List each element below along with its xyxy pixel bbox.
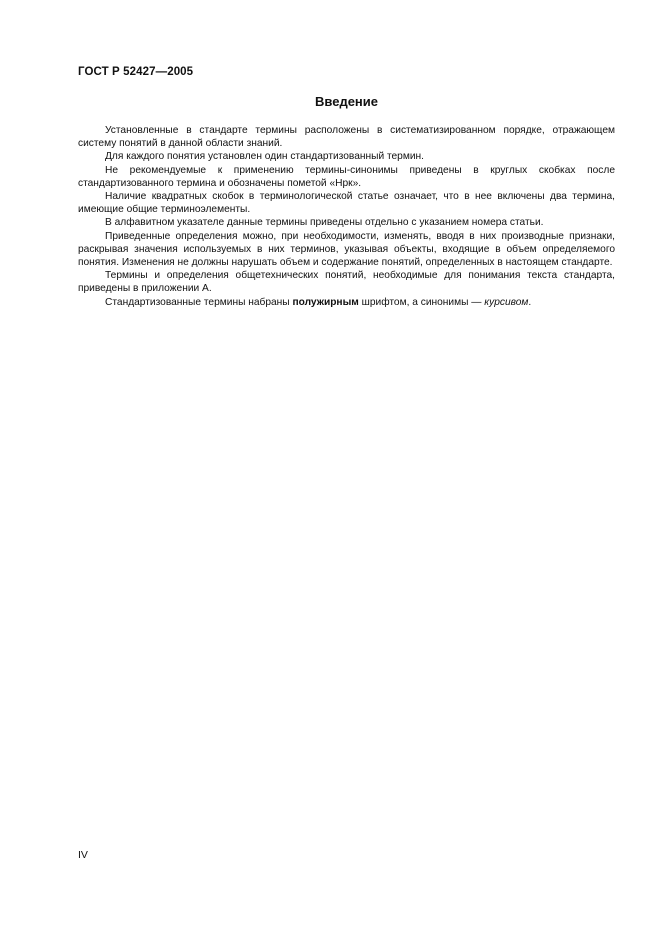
text-run: шрифтом, а синонимы — xyxy=(358,296,485,308)
paragraph: Установленные в стандарте термины расположены в систематизированном порядке, отражающем систему понятий в данной области знаний. xyxy=(78,125,615,150)
paragraph: Термины и определения общетехнических понятий, необходимые для понимания текста стандарта, приведены в приложении А. xyxy=(78,270,615,295)
page-number: IV xyxy=(78,849,88,861)
paragraph: Не рекомендуемые к применению термины-синонимы приведены в круглых скобках после стандартизованного термина и обозначены пометой «Нрк». xyxy=(78,164,615,189)
text-run: Стандартизованные термины набраны xyxy=(105,296,293,308)
paragraph: Наличие квадратных скобок в терминологической статье означает, что в нее включены два термина, имеющие общие терминоэлементы. xyxy=(78,191,615,216)
section-title: Введение xyxy=(315,94,378,109)
introduction-body xyxy=(78,124,615,309)
paragraph-typography xyxy=(78,296,615,309)
paragraph: В алфавитном указателе данные термины приведены отдельно с указанием номера статьи. xyxy=(105,217,544,229)
paragraph: Приведенные определения можно, при необходимости, изменять, вводя в них производные признаки, раскрывая значения используемых в них терминов, указывая объекты, входящие в объем определяемого понятия. Изменения не должны нарушать объем и содержание понятий, определенных в настоящем стандарте. xyxy=(78,230,615,269)
bold-word: полужирным xyxy=(292,296,359,308)
italic-word: курсивом xyxy=(484,296,529,308)
document-code-header: ГОСТ Р 52427—2005 xyxy=(78,66,194,78)
text-run: . xyxy=(528,296,532,308)
paragraph: Для каждого понятия установлен один стандартизованный термин. xyxy=(105,151,424,163)
